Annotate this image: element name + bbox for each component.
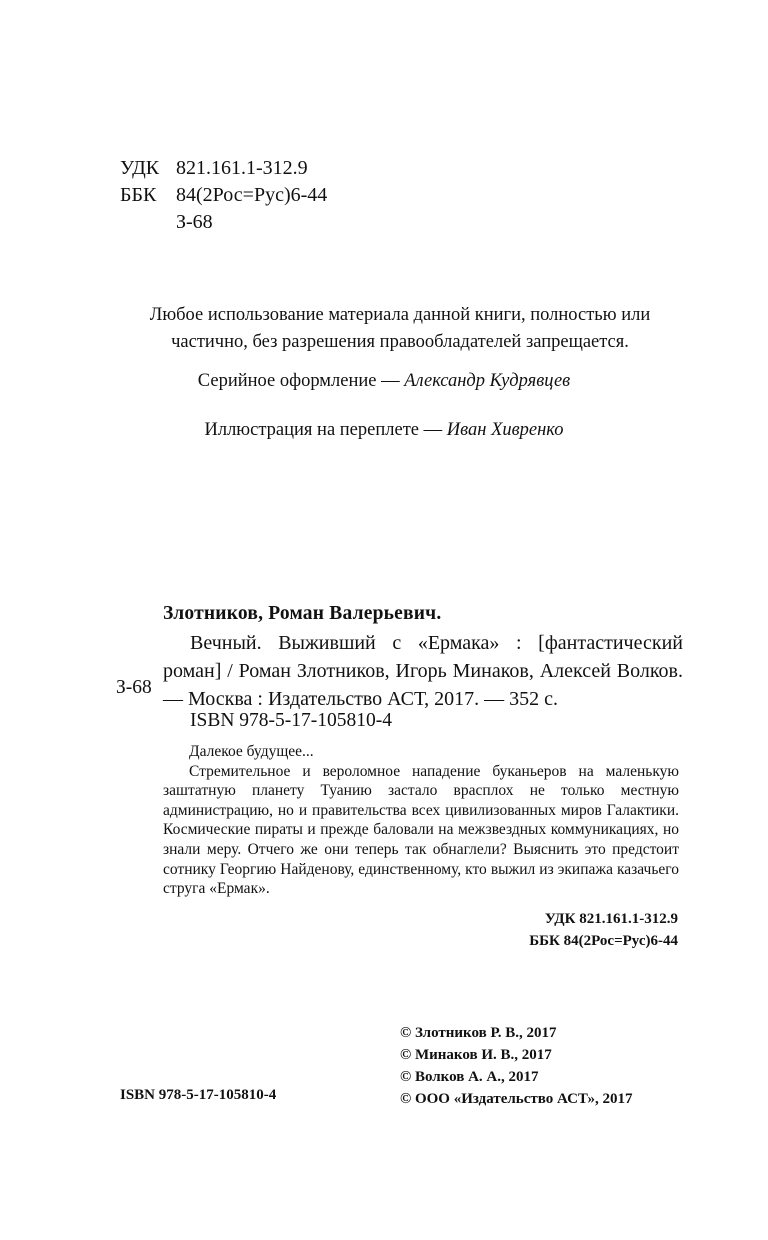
- annotation-lead: Далекое будущее...: [189, 743, 314, 760]
- copyright-notice: Любое использование материала данной книги, полностью или частично, без разрешения правообладателей запрещается.: [149, 305, 651, 352]
- credit-role: Иллюстрация на переплете —: [204, 420, 447, 440]
- author-heading: Злотников, Роман Валерьевич.: [163, 603, 442, 624]
- credit-series-design: [0, 371, 768, 392]
- annotation-body: Стремительное и вероломное нападение буканьеров на маленькую заштатную планету Туанию застало врасплох не только местную администрацию, но и правительства всех цивилизованных миров Галактики. Космические пираты и прежде баловали на межзвездных коммуникациях, но знали меру. Отчего же они теперь так обнаглели? Выяснить это предстоит сотнику Георгию Найденову, единственному, кто выжил из экипажа казачьего струга «Ермак».: [163, 762, 679, 898]
- credit-cover-illustration: [0, 420, 768, 441]
- copyright-line: © ООО «Издательство АСТ», 2017: [400, 1091, 633, 1107]
- credit-name: Александр Кудрявцев: [404, 371, 571, 391]
- isbn-main: ISBN 978-5-17-105810-4: [190, 710, 393, 731]
- bibliographic-code: З-68: [116, 677, 152, 698]
- author-code: З-68: [176, 211, 213, 233]
- udk-value: 821.161.1-312.9: [176, 157, 308, 179]
- classification-right: [430, 908, 678, 952]
- isbn-bottom: ISBN 978-5-17-105810-4: [120, 1087, 277, 1103]
- bbk-right: ББК 84(2Рос=Рус)6-44: [529, 933, 678, 949]
- bibliographic-description: Вечный. Выживший с «Ермака» : [фантастический роман] / Роман Злотников, Игорь Минаков, Алексей Волков. — Москва : Издательство АСТ, 2017. — 352 с.: [163, 632, 683, 710]
- copyright-list: [400, 1022, 633, 1110]
- bbk-value: 84(2Рос=Рус)6-44: [176, 184, 328, 206]
- copyright-line: © Волков А. А., 2017: [400, 1069, 539, 1085]
- catalog-block: [120, 155, 327, 236]
- annotation: [163, 742, 679, 899]
- credit-name: Иван Хивренко: [446, 420, 564, 440]
- udk-label: УДК: [120, 157, 160, 179]
- bbk-label: ББК: [120, 184, 157, 206]
- udk-row: [120, 155, 327, 182]
- credit-role: Серийное оформление —: [197, 371, 405, 391]
- bbk-row: [120, 182, 327, 209]
- udk-right: УДК 821.161.1-312.9: [544, 911, 678, 927]
- copyright-line: © Минаков И. В., 2017: [400, 1047, 552, 1063]
- copyright-line: © Злотников Р. В., 2017: [400, 1025, 557, 1041]
